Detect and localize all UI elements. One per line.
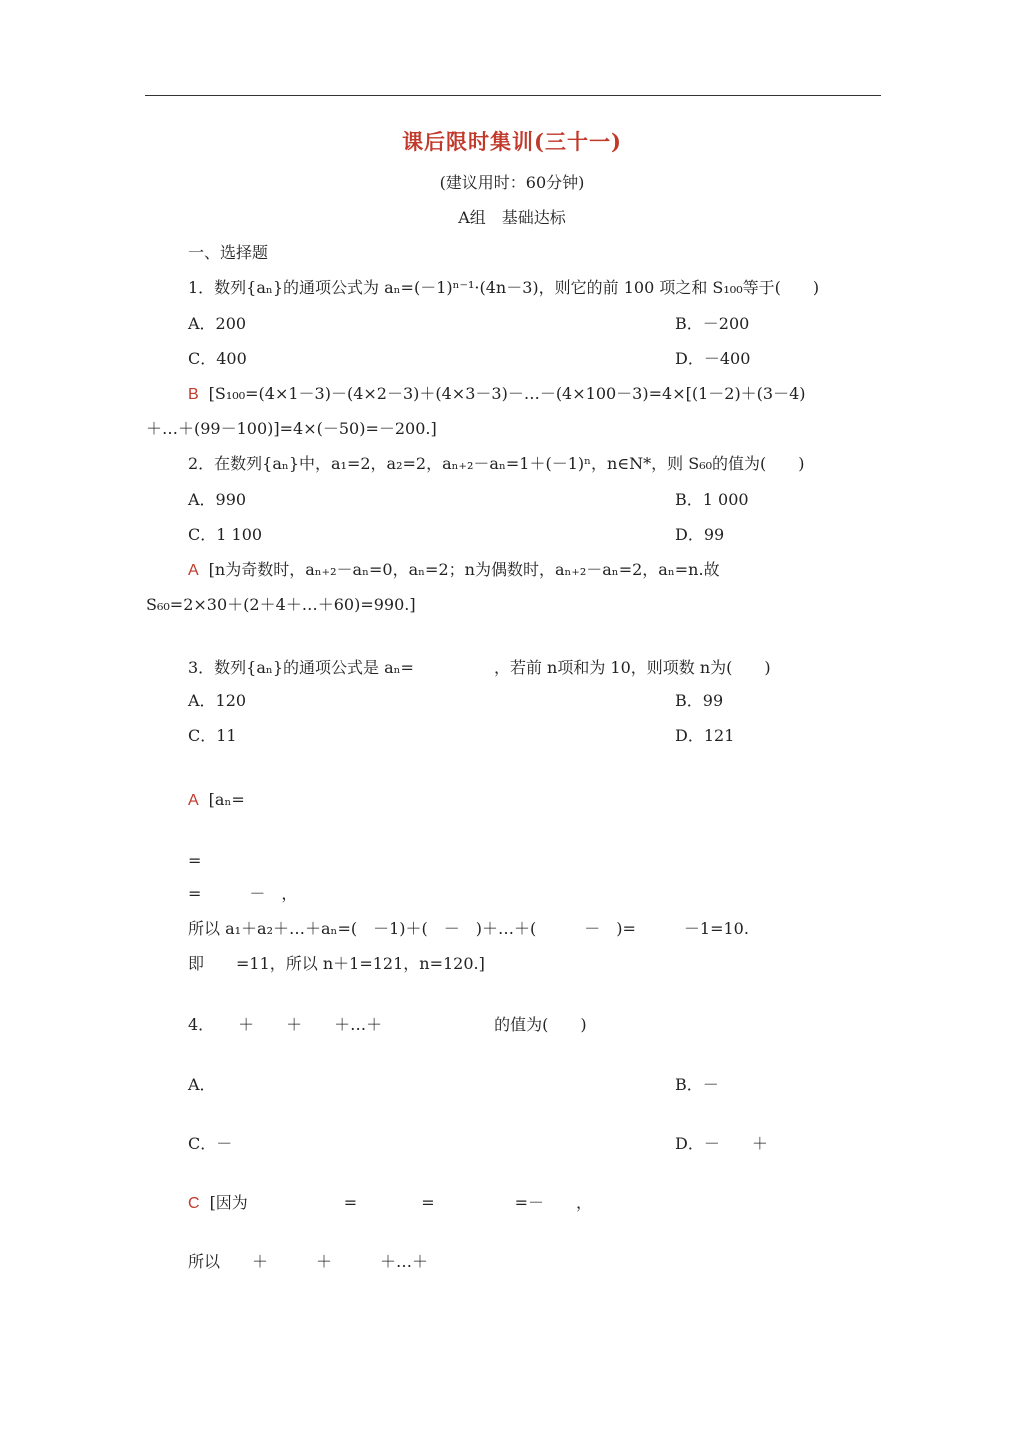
time-note: (建议用时：60分钟): [439, 173, 585, 192]
q2-answer: A: [188, 562, 199, 579]
q1-answer: B: [188, 386, 199, 403]
q4-options-row1: [188, 1075, 888, 1095]
q3-options-row1: [188, 691, 888, 711]
section-heading: 一、选择题: [188, 243, 269, 262]
q3-option-c: C．11: [188, 726, 237, 745]
q4-answer: C: [188, 1195, 200, 1212]
q2-options-row2: [188, 525, 888, 545]
q3-solution-line2: =: [188, 851, 202, 870]
q4-option-c: C．－: [188, 1134, 233, 1153]
q2-options-row1: [188, 490, 888, 510]
q3-option-b: B．99: [675, 691, 724, 710]
q2-stem: 2．在数列{aₙ}中，a₁=2，a₂=2，aₙ₊₂－aₙ=1＋(－1)ⁿ，n∈N*，则 S₆₀的值为( ): [188, 454, 805, 473]
q3-solution-line4: 所以 a₁＋a₂＋…＋aₙ=( －1)＋( － )＋…＋( － )= －1=10.: [188, 919, 749, 938]
q1-option-a: A．200: [188, 314, 247, 333]
q2-solution-text1: [n为奇数时，aₙ₊₂－aₙ=0，aₙ=2；n为偶数时，aₙ₊₂－aₙ=2，aₙ=n.故: [208, 560, 720, 579]
q1-options-row1: [188, 314, 888, 334]
q4-options-row2: [188, 1134, 888, 1154]
q1-option-b: B．－200: [675, 314, 750, 333]
q4-solution-line2: 所以 ＋ ＋ ＋…＋: [188, 1252, 429, 1271]
q3-solution-line1: [188, 790, 245, 811]
header-rule: [145, 95, 881, 96]
q1-option-c: C．400: [188, 349, 247, 368]
q3-option-a: A．120: [188, 691, 247, 710]
q3-solution-line5: 即 =11，所以 n＋1=121，n=120.]: [188, 954, 485, 973]
q4-solution-line1: [188, 1193, 592, 1214]
q4-option-a: A．: [188, 1075, 216, 1094]
q2-option-b: B．1 000: [675, 490, 749, 509]
q3-answer: A: [188, 792, 199, 809]
q4-solution-text1: [因为 = = =－ ，: [209, 1193, 593, 1212]
q3-solution-text1: [aₙ=: [208, 790, 245, 809]
q2-solution-line2: S₆₀=2×30＋(2＋4＋…＋60)=990.]: [146, 595, 416, 614]
q1-solution-line2: ＋…＋(99－100)]=4×(－50)=－200.]: [146, 419, 437, 438]
q1-stem: 1．数列{aₙ}的通项公式为 aₙ=(－1)ⁿ⁻¹·(4n－3)，则它的前 100 项之和 S₁₀₀等于( ): [188, 278, 820, 297]
q2-solution-line1: [188, 560, 720, 581]
q4-option-b: B．－: [675, 1075, 719, 1094]
q2-option-c: C．1 100: [188, 525, 263, 544]
q3-stem: 3．数列{aₙ}的通项公式是 aₙ= ，若前 n项和为 10，则项数 n为( ): [188, 658, 771, 677]
q3-solution-line3: = － ，: [188, 884, 298, 903]
group-heading: A组 基础达标: [458, 208, 566, 227]
q2-option-a: A．990: [188, 490, 247, 509]
q4-stem: 4． ＋ ＋ ＋…＋ 的值为( ): [188, 1015, 587, 1034]
q3-options-row2: [188, 726, 888, 746]
page-title: 课后限时集训(三十一): [402, 129, 622, 154]
q1-options-row2: [188, 349, 888, 369]
q1-solution-text1: [S₁₀₀=(4×1－3)－(4×2－3)＋(4×3－3)－…－(4×100－3)=4×[(1－2)＋(3－4): [208, 384, 806, 403]
q2-option-d: D．99: [675, 525, 725, 544]
q3-option-d: D．121: [675, 726, 735, 745]
q1-option-d: D．－400: [675, 349, 751, 368]
q1-solution-line1: [188, 384, 806, 405]
q4-option-d: D．－ ＋: [675, 1134, 768, 1153]
